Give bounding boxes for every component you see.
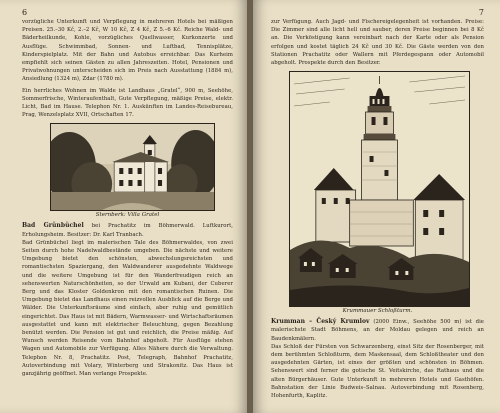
- section-body: Das Schloß der Fürsten von Schwarzenberg, einst Sitz der Rosenberger, mit dem berühmten Schloßturm, dem Maskensaal, dem Schloßtheater und den ausgedehnten Gärten, ist eines der größten und schönsten in Böhmen. Sehenswert sind ferner die gotische St. Veitskirche, das Rathaus und die alten Bürgerhäuser. Gute Unterkunft in mehreren Hotels und Gasthöfen. Bahnstation der Linie Budweis–Salnau. Autoverbindung mit Rosenberg, Hohenfurth, Kaplitz.: [271, 343, 484, 400]
- section-heading: Bad Grünbüchel: [22, 222, 84, 230]
- section-body: Bad Grünbüchel liegt im malerischen Tale des Böhmerwaldes, von zwei Seiten durch hohe Nadelwaldbestände umgeben. Die nächste und weitere Umgebung bietet den schönsten, abwechslungsreichsten und romantischsten Spaziergang, den Waldwanderer ausgedehnte Waldwege und die weitere Umgebung ist für den Wanderfreudigen reich an sehenswerten Naturschönheiten, so der Urwald am Kubani, der Cuberer Berg und das Kloster Goldenkron mit den romantischen Ruinen. Die Umgebung bietet das Landhaus einen reizvollen Ausblick auf die Berge und Wälder. Die Unterkunftsräume sind einfach, aber ruhig und gemütlich eingerichtet. Das Haus ist mit Bädern, Warmwasser- und Wirtschaftsräumen ausgestattet und kann mit elektrischer Beleuchtung, gegen Bezahlung benützt werden. Die Pension ist gut und reichlich, die Preise mäßig. Auf Wunsch werden Reisende vom Bahnhof abgeholt. Für Ausflüge stehen Wagen und Automobile zur Verfügung. Alles Nähere durch die Verwaltung. Telephon Nr. 8, Prachatitz. Post, Telegraph, Bahnhof Prachatitz, Autoverbindung mit Volary, Winterberg und Strakonitz. Das Haus ist ganzjährig geöffnet. Man verlange Prospekte.: [22, 239, 233, 378]
- ad-paragraph: Ein herrliches Wohnen im Walde ist Landhaus „Gratel“, 900 m, Seehöhe, Sommerfrische, Winteraufenthalt, Gute Verpflegung, mäßige Preise, elektr. Licht, Bad im Hause. Telephon Nr. 1. Auskünften im Landes-Reisebureau, Prag, Wenzelsplatz XVII, Ortschaften 17.: [22, 87, 233, 119]
- right-page: [253, 0, 500, 413]
- section-heading-rest: (2000 Einw., Seehöhe 500 m) ist die malerischste Stadt Böhmens, an der Moldau gelegen und reich an Baudenkmälern.: [271, 319, 484, 342]
- page-number: 6: [22, 8, 28, 17]
- page-number: 7: [478, 8, 484, 17]
- intro-paragraph: vorzügliche Unterkunft und Verpflegung in mehreren Hotels bei mäßigen Preisen. 25.–30 Kč, 2.–2 Kč, W 10 Kč, Z 4 Kč, Z 5.–6 Kč. Reiche Wald- und Bäderheilkunde, Kohle, vorzügliches Quellwasser, Kurkonzerte und Ausflüge. Schwimmbad, Sonnen- und Luftbad, Tennisplätze, Kinderspielplatz. Mit der Bahn und Autobus erreichbar. Das Kurheim empfiehlt sich seinen Gästen zu allen Jahreszeiten. Hotel, Pensionen und Privatwohnungen unterscheiden sich im Preis nach Ausstattung (1884 m), Ansiedlung (1324 m), Zdar (1780 m).: [22, 19, 233, 83]
- section-heading: Krumman – Český Krumlov: [271, 318, 370, 326]
- intro-paragraph: zur Verfügung. Auch Jagd- und Fischereigelegenheit ist vorhanden. Preise: Die Zimmer sind alle licht hell und sauber, deren Preise beginnen bei 8 Kč an. Die Verköstigung kann vereinbart nach der Karte oder als Pension erfolgen und kostet täglich 24 Kč und 30 Kč. Die Gäste werden von den Stationen Prachatitz oder Wallern mit Pferdegespann oder Automobil abgeholt. Prospekte durch den Besitzer.: [271, 19, 484, 67]
- figure-caption: Krummauer Schloßturm.: [342, 308, 413, 315]
- section-paragraph: [22, 222, 233, 238]
- castle-tower-drawing: [289, 71, 470, 307]
- figure-caption: Sternberk: Villa Gratel: [95, 212, 160, 219]
- section-heading-rest: bei Prachatitz im Böhmerwald. Luftkurort, Erholungsheim. Besitzer: Dr. Karl Tranbach.: [22, 223, 233, 238]
- villa-photo: [50, 123, 215, 211]
- left-page: [0, 0, 247, 413]
- section-paragraph: [271, 318, 484, 343]
